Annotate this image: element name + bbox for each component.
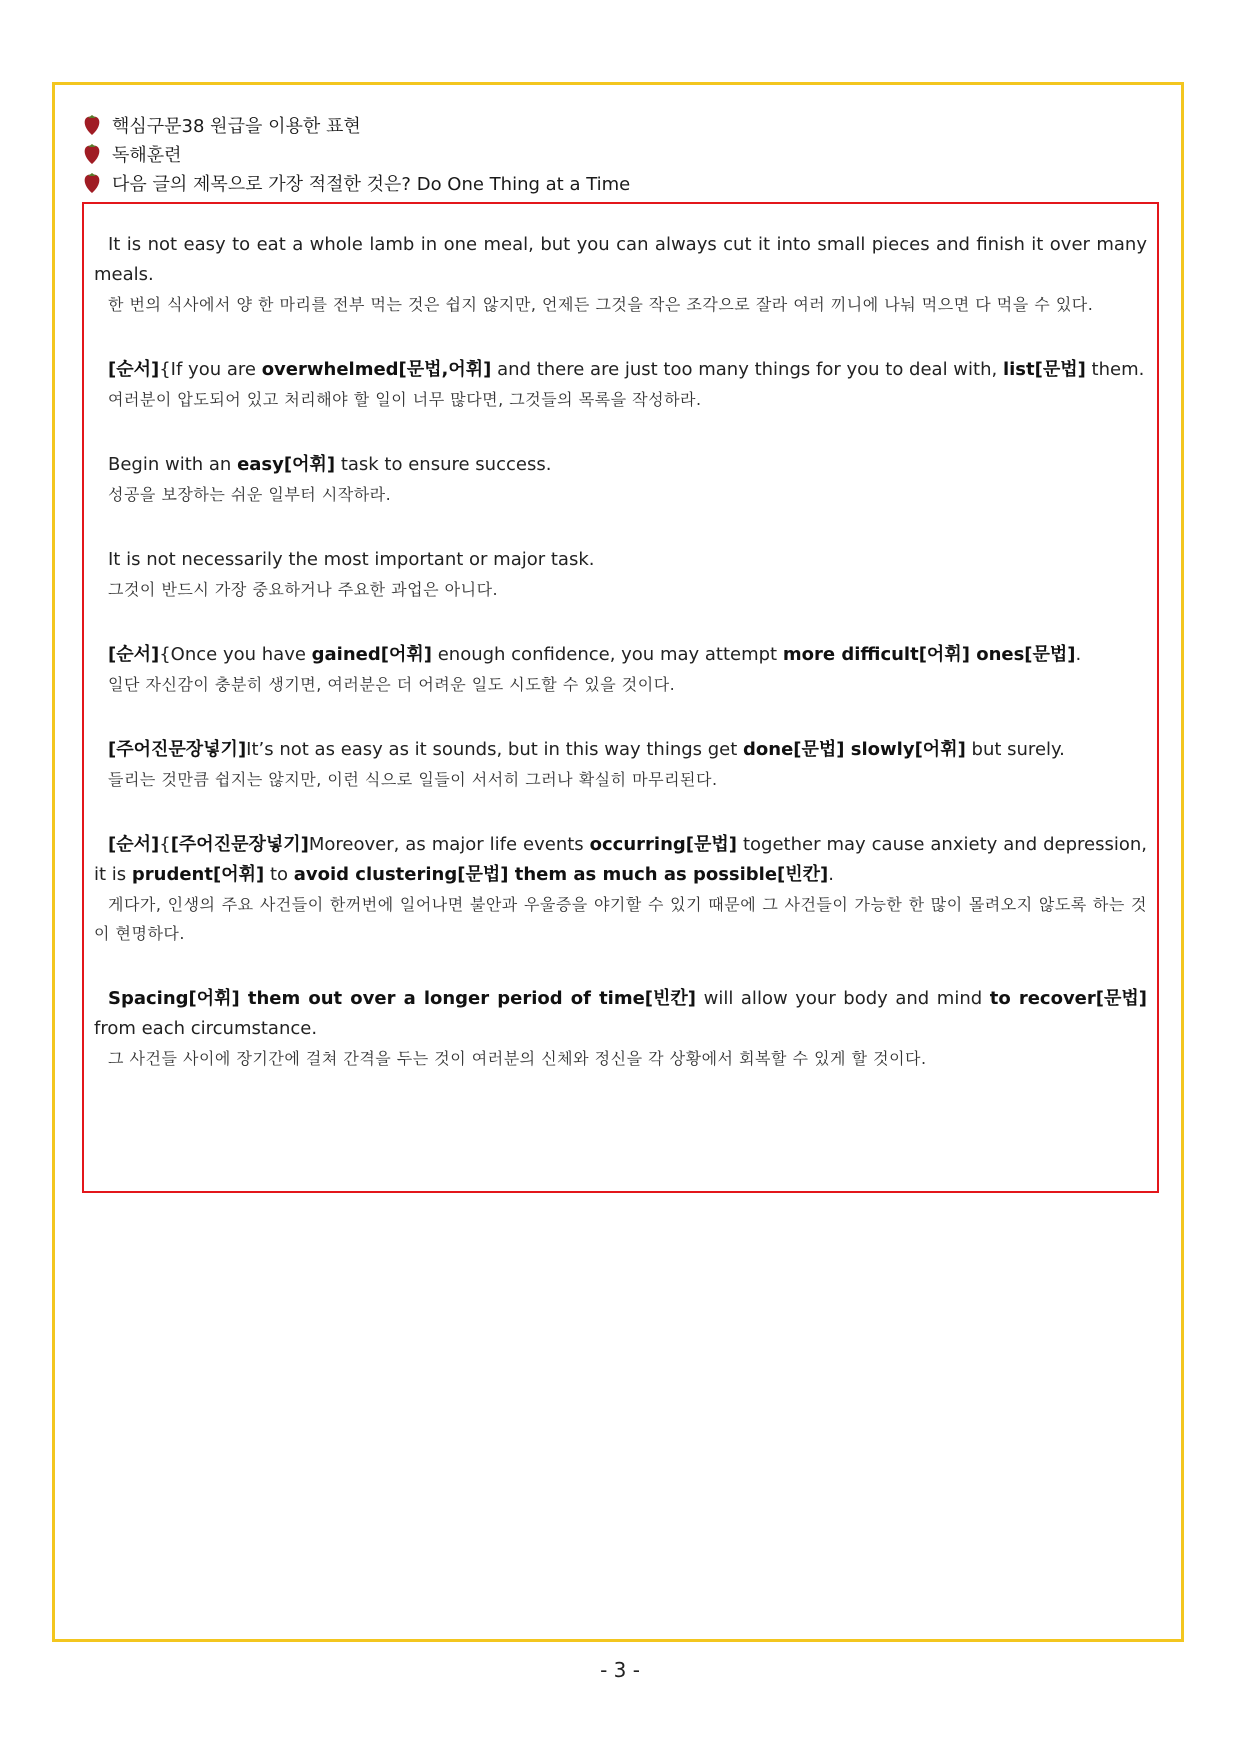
korean-translation: 성공을 보장하는 쉬운 일부터 시작하라. <box>108 485 392 504</box>
sentence-text: Moreover, as major life events <box>308 834 590 855</box>
sentence-text: { <box>159 834 171 855</box>
annotated-phrase: list[문법] <box>1002 359 1086 380</box>
korean-translation: 한 번의 식사에서 양 한 마리를 전부 먹는 것은 쉽지 않지만, 언제든 그것을 작은 조각으로 잘라 여러 끼니에 나눠 먹으면 다 먹을 수 있다. <box>108 295 1094 314</box>
english-sentence <box>94 355 1147 385</box>
sentence-text: enough confidence, you may attempt <box>431 644 783 665</box>
sentence-text: will allow your body and mind <box>696 988 990 1009</box>
passage-paragraph <box>94 450 1147 509</box>
header-line-question <box>82 168 1162 197</box>
sentence-text: together may cause anxiety and depression, it is <box>94 834 1147 885</box>
annotated-phrase: easy[어휘] <box>237 454 336 475</box>
passage-paragraph <box>94 355 1147 414</box>
sentence-text: . <box>828 864 835 885</box>
sentence-text: from each circumstance. <box>94 1018 318 1039</box>
sentence-text: It’s not as easy as it sounds, but in this way things get <box>246 739 744 760</box>
header-section <box>82 110 1162 197</box>
english-sentence <box>94 735 1147 765</box>
annotated-phrase: overwhelmed[문법,어휘] <box>261 359 492 380</box>
sentence-text: task to ensure success. <box>335 454 552 475</box>
korean-translation: 일단 자신감이 충분히 생기면, 여러분은 더 어려운 일도 시도할 수 있을 것이다. <box>108 675 676 694</box>
passage-paragraph <box>94 640 1147 699</box>
sentence-text: Begin with an <box>108 454 238 475</box>
annotated-phrase: done[문법] slowly[어휘] <box>743 739 966 760</box>
strawberry-bullet-icon <box>82 143 102 165</box>
page-number: - 3 - <box>600 1658 640 1682</box>
header-question-text: 다음 글의 제목으로 가장 적절한 것은? Do One Thing at a Time <box>112 173 631 195</box>
annotated-phrase: [주어진문장넣기] <box>170 834 309 855</box>
english-sentence <box>94 545 1147 575</box>
korean-translation: 게다가, 인생의 주요 사건들이 한꺼번에 일어나면 불안과 우울증을 야기할 수 있기 때문에 그 사건들이 가능한 한 많이 몰려오지 않도록 하는 것이 현명하다. <box>94 895 1147 943</box>
strawberry-bullet-icon <box>82 114 102 136</box>
sentence-text: to <box>264 864 294 885</box>
korean-translation: 들리는 것만큼 쉽지는 않지만, 이런 식으로 일들이 서서히 그러나 확실히 마무리된다. <box>108 770 718 789</box>
sentence-text: It is not necessarily the most important or major task. <box>108 549 595 570</box>
passage-paragraph <box>94 830 1147 948</box>
header-topic-text: 핵심구문38 원급을 이용한 표현 <box>112 115 361 137</box>
english-sentence <box>94 984 1147 1044</box>
annotated-phrase: avoid clustering[문법] them as much as possible[빈칸] <box>293 864 829 885</box>
annotated-phrase: [주어진문장넣기] <box>108 739 247 760</box>
korean-translation: 그 사건들 사이에 장기간에 걸쳐 간격을 두는 것이 여러분의 신체와 정신을 각 상황에서 회복할 수 있게 할 것이다. <box>108 1049 927 1068</box>
passage-paragraph <box>94 545 1147 604</box>
korean-translation: 그것이 반드시 가장 중요하거나 주요한 과업은 아니다. <box>108 580 499 599</box>
header-training-text: 독해훈련 <box>112 144 182 166</box>
english-sentence <box>94 640 1147 670</box>
sentence-text: and there are just too many things for you to deal with, <box>491 359 1003 380</box>
passage-box <box>82 202 1159 1193</box>
sentence-text: . <box>1075 644 1082 665</box>
annotated-phrase: [순서] <box>108 359 160 380</box>
passage-paragraph <box>94 984 1147 1073</box>
strawberry-bullet-icon <box>82 172 102 194</box>
sentence-text: {If you are <box>159 359 262 380</box>
header-line-topic <box>82 110 1162 139</box>
passage-paragraph <box>94 735 1147 794</box>
english-sentence <box>94 450 1147 480</box>
sentence-text: but surely. <box>965 739 1065 760</box>
annotated-phrase: prudent[어휘] <box>131 864 265 885</box>
annotated-phrase: more difficult[어휘] ones[문법] <box>782 644 1076 665</box>
english-sentence <box>94 230 1147 290</box>
sentence-text: {Once you have <box>159 644 312 665</box>
annotated-phrase: [순서] <box>108 644 160 665</box>
english-sentence <box>94 830 1147 890</box>
annotated-phrase: gained[어휘] <box>311 644 432 665</box>
korean-translation: 여러분이 압도되어 있고 처리해야 할 일이 너무 많다면, 그것들의 목록을 작성하라. <box>108 390 702 409</box>
annotated-phrase: to recover[문법] <box>989 988 1147 1009</box>
sentence-text: them. <box>1085 359 1145 380</box>
sentence-text: It is not easy to eat a whole lamb in one meal, but you can always cut it into small pieces and finish it over many meals. <box>94 234 1147 285</box>
header-line-training <box>82 139 1162 168</box>
annotated-phrase: Spacing[어휘] them out over a longer period of time[빈칸] <box>108 988 697 1009</box>
annotated-phrase: [순서] <box>108 834 160 855</box>
passage-paragraph <box>94 230 1147 319</box>
annotated-phrase: occurring[문법] <box>589 834 738 855</box>
